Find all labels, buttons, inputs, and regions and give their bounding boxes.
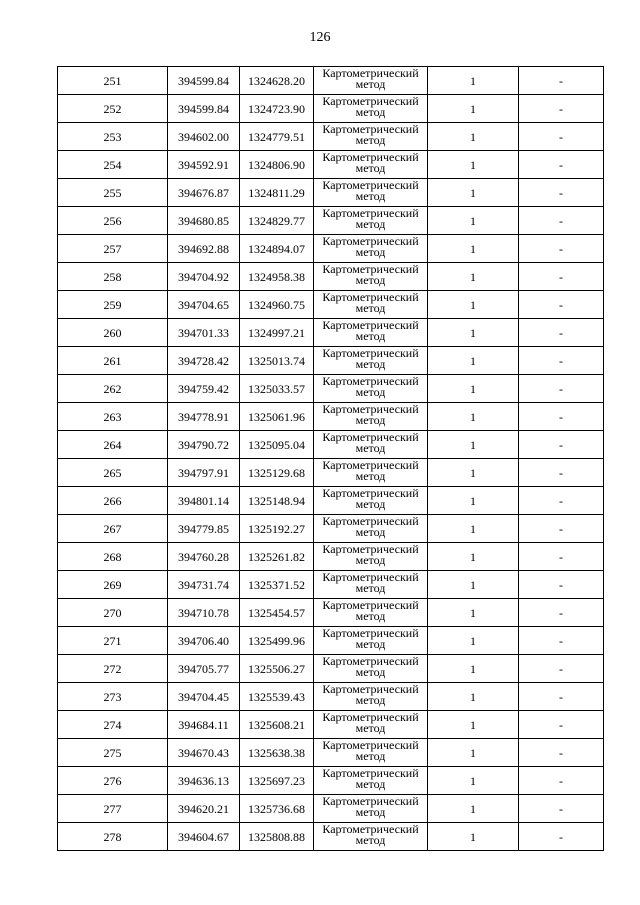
x-coordinate-cell: 394706.40 [168, 627, 240, 655]
method-cell [314, 683, 428, 711]
method-line-2: метод [355, 525, 386, 539]
accuracy-cell: 1 [428, 403, 519, 431]
method-line-1: Картометрический [322, 262, 419, 276]
accuracy-cell: 1 [428, 235, 519, 263]
table-row [58, 403, 604, 431]
method-line-1: Картометрический [322, 458, 419, 472]
x-coordinate-cell: 394620.21 [168, 795, 240, 823]
table-body [58, 67, 604, 851]
method-cell [314, 95, 428, 123]
method-cell [314, 627, 428, 655]
y-coordinate-cell: 1325608.21 [240, 711, 314, 739]
method-line-2: метод [355, 609, 386, 623]
note-cell: - [519, 459, 604, 487]
table-row [58, 571, 604, 599]
table-row [58, 263, 604, 291]
table-row [58, 179, 604, 207]
table-row [58, 347, 604, 375]
method-cell [314, 459, 428, 487]
table-row [58, 291, 604, 319]
table-row [58, 739, 604, 767]
method-line-1: Картометрический [322, 514, 419, 528]
note-cell: - [519, 403, 604, 431]
method-line-2: метод [355, 693, 386, 707]
point-number-cell: 264 [58, 431, 168, 459]
y-coordinate-cell: 1324958.38 [240, 263, 314, 291]
method-cell [314, 235, 428, 263]
table-row [58, 543, 604, 571]
table-row [58, 767, 604, 795]
method-line-1: Картометрический [322, 206, 419, 220]
x-coordinate-cell: 394692.88 [168, 235, 240, 263]
page-number: 126 [309, 30, 331, 45]
point-number-cell: 272 [58, 655, 168, 683]
x-coordinate-cell: 394604.67 [168, 823, 240, 851]
method-cell [314, 599, 428, 627]
y-coordinate-cell: 1324997.21 [240, 319, 314, 347]
note-cell: - [519, 263, 604, 291]
accuracy-cell: 1 [428, 375, 519, 403]
accuracy-cell: 1 [428, 67, 519, 95]
point-number-cell: 255 [58, 179, 168, 207]
method-cell [314, 711, 428, 739]
y-coordinate-cell: 1325013.74 [240, 347, 314, 375]
accuracy-cell: 1 [428, 431, 519, 459]
method-line-1: Картометрический [322, 794, 419, 808]
accuracy-cell: 1 [428, 263, 519, 291]
note-cell: - [519, 795, 604, 823]
table-row [58, 655, 604, 683]
table-row [58, 711, 604, 739]
accuracy-cell: 1 [428, 543, 519, 571]
accuracy-cell: 1 [428, 711, 519, 739]
table-row [58, 627, 604, 655]
method-line-2: метод [355, 105, 386, 119]
method-cell [314, 655, 428, 683]
y-coordinate-cell: 1325061.96 [240, 403, 314, 431]
accuracy-cell: 1 [428, 599, 519, 627]
table-row [58, 67, 604, 95]
method-line-2: метод [355, 749, 386, 763]
accuracy-cell: 1 [428, 683, 519, 711]
method-cell [314, 151, 428, 179]
y-coordinate-cell: 1325261.82 [240, 543, 314, 571]
point-number-cell: 256 [58, 207, 168, 235]
x-coordinate-cell: 394701.33 [168, 319, 240, 347]
table-row [58, 375, 604, 403]
table-row [58, 235, 604, 263]
accuracy-cell: 1 [428, 179, 519, 207]
x-coordinate-cell: 394599.84 [168, 95, 240, 123]
y-coordinate-cell: 1324960.75 [240, 291, 314, 319]
method-line-1: Картометрический [322, 598, 419, 612]
method-line-2: метод [355, 721, 386, 735]
note-cell: - [519, 95, 604, 123]
y-coordinate-cell: 1324829.77 [240, 207, 314, 235]
note-cell: - [519, 683, 604, 711]
table-row [58, 207, 604, 235]
method-line-1: Картометрический [322, 430, 419, 444]
table-row [58, 95, 604, 123]
method-cell [314, 571, 428, 599]
x-coordinate-cell: 394797.91 [168, 459, 240, 487]
method-line-1: Картометрический [322, 682, 419, 696]
point-number-cell: 261 [58, 347, 168, 375]
point-number-cell: 266 [58, 487, 168, 515]
method-cell [314, 487, 428, 515]
y-coordinate-cell: 1325095.04 [240, 431, 314, 459]
x-coordinate-cell: 394790.72 [168, 431, 240, 459]
note-cell: - [519, 151, 604, 179]
x-coordinate-cell: 394592.91 [168, 151, 240, 179]
note-cell: - [519, 207, 604, 235]
note-cell: - [519, 487, 604, 515]
note-cell: - [519, 767, 604, 795]
method-line-2: метод [355, 441, 386, 455]
method-line-1: Картометрический [322, 66, 419, 80]
point-number-cell: 273 [58, 683, 168, 711]
y-coordinate-cell: 1325506.27 [240, 655, 314, 683]
method-line-1: Картометрический [322, 626, 419, 640]
x-coordinate-cell: 394704.92 [168, 263, 240, 291]
method-line-2: метод [355, 805, 386, 819]
note-cell: - [519, 375, 604, 403]
method-line-1: Картометрический [322, 654, 419, 668]
coordinates-table [57, 66, 604, 851]
y-coordinate-cell: 1325129.68 [240, 459, 314, 487]
method-line-2: метод [355, 385, 386, 399]
note-cell: - [519, 823, 604, 851]
method-cell [314, 795, 428, 823]
table-row [58, 515, 604, 543]
x-coordinate-cell: 394705.77 [168, 655, 240, 683]
point-number-cell: 278 [58, 823, 168, 851]
note-cell: - [519, 627, 604, 655]
point-number-cell: 254 [58, 151, 168, 179]
point-number-cell: 267 [58, 515, 168, 543]
method-line-1: Картометрический [322, 822, 419, 836]
method-cell [314, 823, 428, 851]
note-cell: - [519, 599, 604, 627]
x-coordinate-cell: 394636.13 [168, 767, 240, 795]
accuracy-cell: 1 [428, 291, 519, 319]
method-cell [314, 739, 428, 767]
method-line-1: Картометрический [322, 346, 419, 360]
y-coordinate-cell: 1325033.57 [240, 375, 314, 403]
method-cell [314, 375, 428, 403]
method-line-2: метод [355, 833, 386, 847]
point-number-cell: 265 [58, 459, 168, 487]
table-row [58, 683, 604, 711]
y-coordinate-cell: 1325454.57 [240, 599, 314, 627]
accuracy-cell: 1 [428, 795, 519, 823]
point-number-cell: 263 [58, 403, 168, 431]
x-coordinate-cell: 394760.28 [168, 543, 240, 571]
x-coordinate-cell: 394602.00 [168, 123, 240, 151]
y-coordinate-cell: 1324806.90 [240, 151, 314, 179]
y-coordinate-cell: 1325539.43 [240, 683, 314, 711]
note-cell: - [519, 515, 604, 543]
accuracy-cell: 1 [428, 347, 519, 375]
note-cell: - [519, 67, 604, 95]
y-coordinate-cell: 1325697.23 [240, 767, 314, 795]
method-line-2: метод [355, 217, 386, 231]
y-coordinate-cell: 1325148.94 [240, 487, 314, 515]
method-cell [314, 67, 428, 95]
method-line-1: Картометрический [322, 766, 419, 780]
x-coordinate-cell: 394710.78 [168, 599, 240, 627]
method-cell [314, 543, 428, 571]
method-line-1: Картометрический [322, 150, 419, 164]
point-number-cell: 251 [58, 67, 168, 95]
table-row [58, 795, 604, 823]
accuracy-cell: 1 [428, 571, 519, 599]
accuracy-cell: 1 [428, 487, 519, 515]
x-coordinate-cell: 394670.43 [168, 739, 240, 767]
note-cell: - [519, 571, 604, 599]
y-coordinate-cell: 1324723.90 [240, 95, 314, 123]
method-line-1: Картометрический [322, 738, 419, 752]
x-coordinate-cell: 394731.74 [168, 571, 240, 599]
accuracy-cell: 1 [428, 123, 519, 151]
point-number-cell: 257 [58, 235, 168, 263]
point-number-cell: 268 [58, 543, 168, 571]
accuracy-cell: 1 [428, 739, 519, 767]
table-row [58, 151, 604, 179]
point-number-cell: 271 [58, 627, 168, 655]
note-cell: - [519, 543, 604, 571]
point-number-cell: 270 [58, 599, 168, 627]
table-row [58, 599, 604, 627]
x-coordinate-cell: 394684.11 [168, 711, 240, 739]
method-line-2: метод [355, 553, 386, 567]
note-cell: - [519, 291, 604, 319]
method-line-1: Картометрический [322, 122, 419, 136]
method-line-2: метод [355, 77, 386, 91]
method-cell [314, 291, 428, 319]
method-cell [314, 263, 428, 291]
method-cell [314, 431, 428, 459]
method-cell [314, 767, 428, 795]
note-cell: - [519, 319, 604, 347]
method-line-1: Картометрический [322, 290, 419, 304]
accuracy-cell: 1 [428, 319, 519, 347]
y-coordinate-cell: 1325638.38 [240, 739, 314, 767]
y-coordinate-cell: 1325499.96 [240, 627, 314, 655]
y-coordinate-cell: 1325736.68 [240, 795, 314, 823]
method-line-2: метод [355, 189, 386, 203]
y-coordinate-cell: 1325808.88 [240, 823, 314, 851]
point-number-cell: 253 [58, 123, 168, 151]
method-line-1: Картометрический [322, 318, 419, 332]
x-coordinate-cell: 394704.45 [168, 683, 240, 711]
point-number-cell: 259 [58, 291, 168, 319]
method-line-2: метод [355, 777, 386, 791]
method-line-2: метод [355, 637, 386, 651]
method-line-2: метод [355, 469, 386, 483]
x-coordinate-cell: 394676.87 [168, 179, 240, 207]
method-line-1: Картометрический [322, 710, 419, 724]
point-number-cell: 269 [58, 571, 168, 599]
table-row [58, 123, 604, 151]
method-cell [314, 403, 428, 431]
method-line-2: метод [355, 413, 386, 427]
method-line-1: Картометрический [322, 542, 419, 556]
method-line-2: метод [355, 133, 386, 147]
method-line-2: метод [355, 161, 386, 175]
x-coordinate-cell: 394704.65 [168, 291, 240, 319]
accuracy-cell: 1 [428, 767, 519, 795]
table-row [58, 319, 604, 347]
point-number-cell: 252 [58, 95, 168, 123]
method-cell [314, 347, 428, 375]
method-line-2: метод [355, 329, 386, 343]
method-line-2: метод [355, 357, 386, 371]
method-line-1: Картометрический [322, 178, 419, 192]
method-line-1: Картометрический [322, 570, 419, 584]
table-row [58, 487, 604, 515]
note-cell: - [519, 179, 604, 207]
x-coordinate-cell: 394728.42 [168, 347, 240, 375]
note-cell: - [519, 123, 604, 151]
accuracy-cell: 1 [428, 459, 519, 487]
y-coordinate-cell: 1324779.51 [240, 123, 314, 151]
method-cell [314, 319, 428, 347]
point-number-cell: 275 [58, 739, 168, 767]
accuracy-cell: 1 [428, 151, 519, 179]
note-cell: - [519, 347, 604, 375]
method-line-2: метод [355, 245, 386, 259]
x-coordinate-cell: 394680.85 [168, 207, 240, 235]
note-cell: - [519, 711, 604, 739]
table-row [58, 823, 604, 851]
method-line-2: метод [355, 581, 386, 595]
x-coordinate-cell: 394599.84 [168, 67, 240, 95]
point-number-cell: 262 [58, 375, 168, 403]
method-cell [314, 207, 428, 235]
method-line-2: метод [355, 497, 386, 511]
y-coordinate-cell: 1324894.07 [240, 235, 314, 263]
table-row [58, 431, 604, 459]
accuracy-cell: 1 [428, 207, 519, 235]
table-row [58, 459, 604, 487]
method-line-1: Картометрический [322, 94, 419, 108]
method-line-1: Картометрический [322, 234, 419, 248]
method-line-2: метод [355, 273, 386, 287]
note-cell: - [519, 431, 604, 459]
accuracy-cell: 1 [428, 823, 519, 851]
point-number-cell: 277 [58, 795, 168, 823]
x-coordinate-cell: 394759.42 [168, 375, 240, 403]
method-line-1: Картометрический [322, 486, 419, 500]
point-number-cell: 258 [58, 263, 168, 291]
method-line-1: Картометрический [322, 374, 419, 388]
accuracy-cell: 1 [428, 95, 519, 123]
x-coordinate-cell: 394801.14 [168, 487, 240, 515]
method-line-1: Картометрический [322, 402, 419, 416]
note-cell: - [519, 235, 604, 263]
accuracy-cell: 1 [428, 655, 519, 683]
method-line-2: метод [355, 665, 386, 679]
y-coordinate-cell: 1324628.20 [240, 67, 314, 95]
method-line-2: метод [355, 301, 386, 315]
y-coordinate-cell: 1325192.27 [240, 515, 314, 543]
accuracy-cell: 1 [428, 515, 519, 543]
method-cell [314, 515, 428, 543]
point-number-cell: 260 [58, 319, 168, 347]
y-coordinate-cell: 1325371.52 [240, 571, 314, 599]
accuracy-cell: 1 [428, 627, 519, 655]
point-number-cell: 274 [58, 711, 168, 739]
note-cell: - [519, 655, 604, 683]
y-coordinate-cell: 1324811.29 [240, 179, 314, 207]
method-cell [314, 123, 428, 151]
note-cell: - [519, 739, 604, 767]
x-coordinate-cell: 394779.85 [168, 515, 240, 543]
point-number-cell: 276 [58, 767, 168, 795]
method-cell [314, 179, 428, 207]
x-coordinate-cell: 394778.91 [168, 403, 240, 431]
